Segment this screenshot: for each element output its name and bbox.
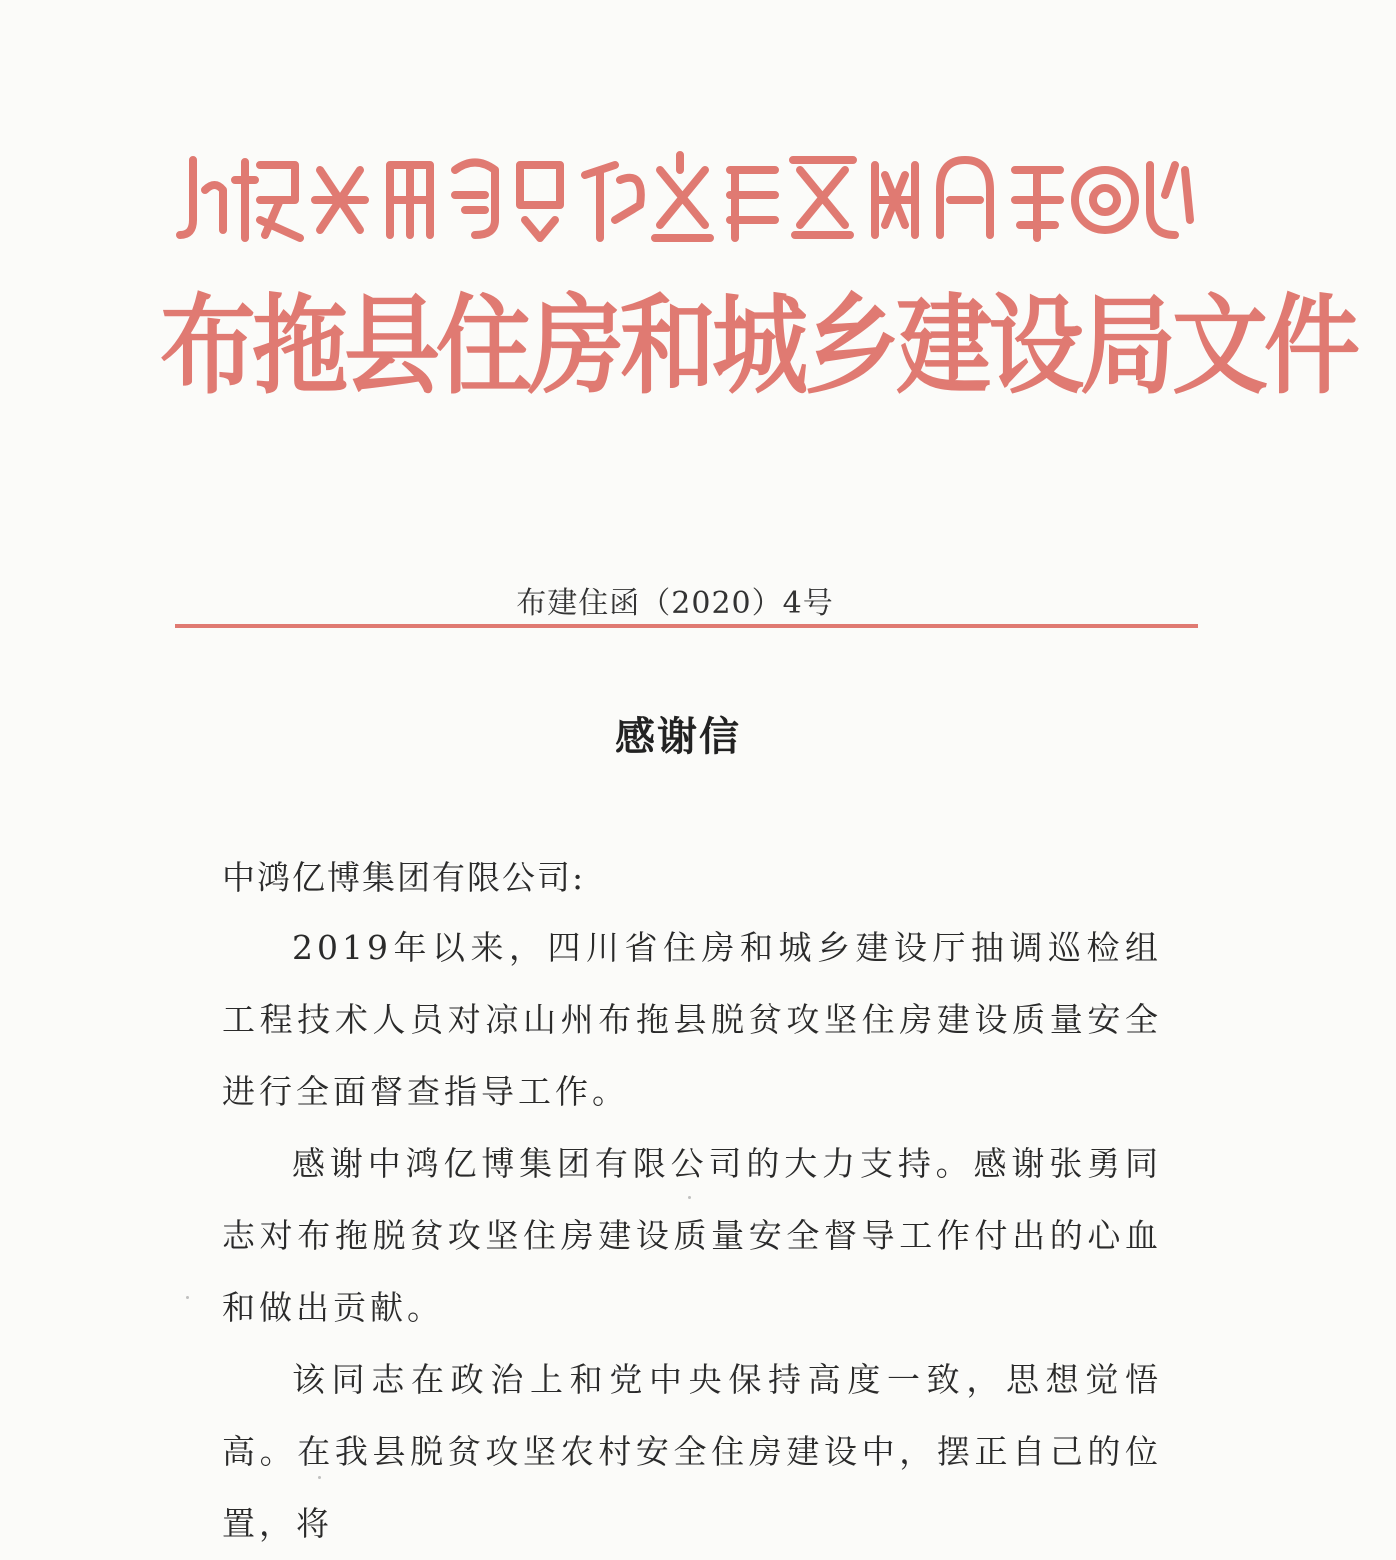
body-paragraph: 2019年以来，四川省住房和城乡建设厅抽调巡检组工程技术人员对凉山州布拖县脱贫攻坚住房建设质量安全进行全面督查指导工作。 <box>222 928 1162 1111</box>
body-paragraph: 感谢中鸿亿博集团有限公司的大力支持。感谢张勇同志对布拖脱贫攻坚住房建设质量安全督导工作付出的心血和做出贡献。 <box>222 1144 1162 1327</box>
scan-speck <box>688 1196 691 1199</box>
yi-script-header-icon <box>175 150 1195 245</box>
letter-body <box>222 912 1162 1560</box>
body-paragraph: 该同志在政治上和党中央保持高度一致，思想觉悟高。在我县脱贫攻坚农村安全住房建设中，摆正自己的位置，将 <box>222 1360 1162 1543</box>
scan-speck <box>186 1296 189 1299</box>
document-number: 布建住函（2020）4号 <box>516 586 834 621</box>
agency-document-header: 布拖县住房和城乡建设局文件 <box>160 283 1356 409</box>
header-divider <box>175 624 1198 628</box>
letter-title: 感谢信 <box>615 714 741 760</box>
salutation: 中鸿亿博集团有限公司: <box>222 858 586 897</box>
scan-speck <box>318 1476 321 1479</box>
